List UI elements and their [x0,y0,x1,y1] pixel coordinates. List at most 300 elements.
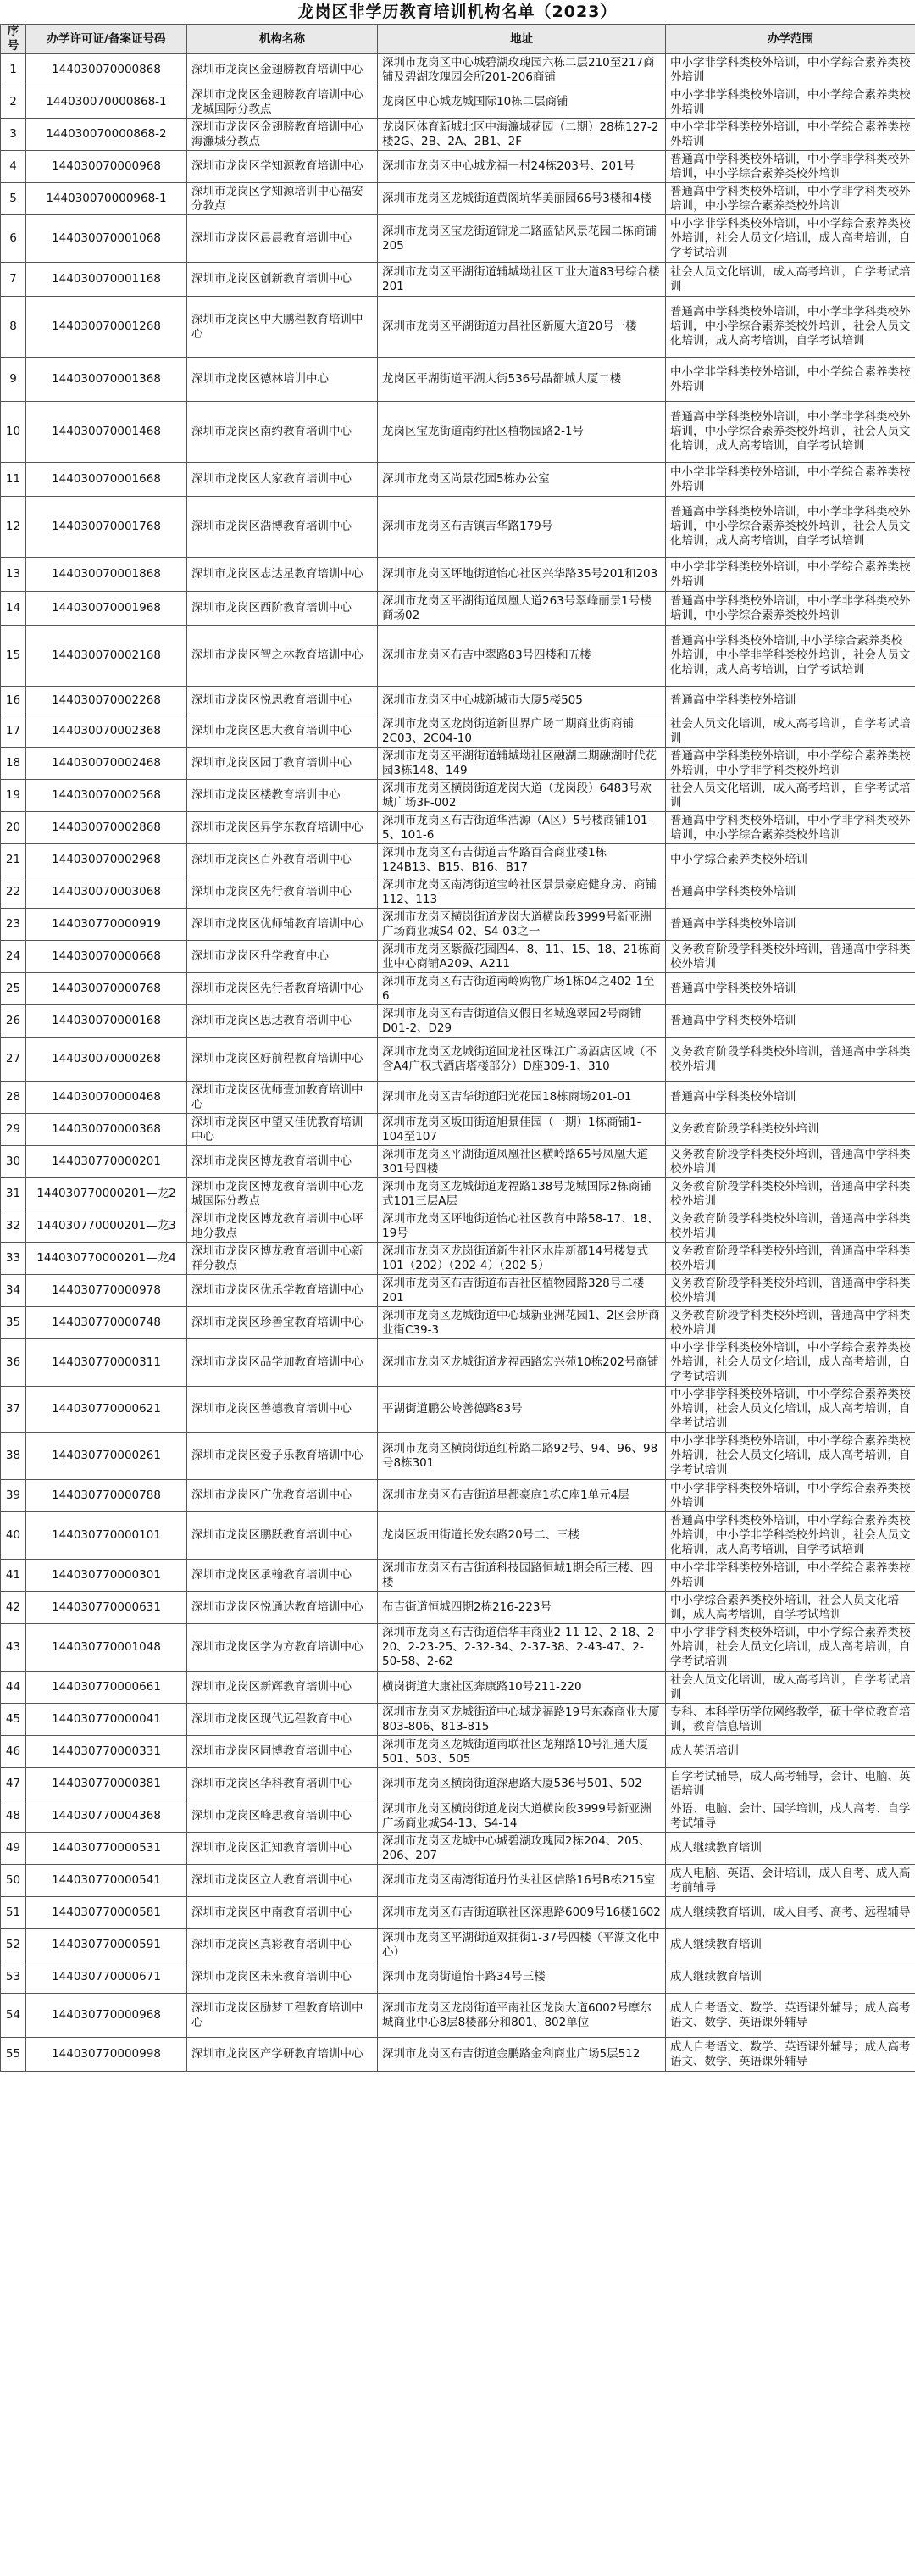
table-row [1,183,915,215]
cell-license: 144030070000268 [26,1038,187,1082]
cell-institution-name: 深圳市龙岗区思达教育培训中心 [187,1005,378,1038]
cell-license: 144030070001968 [26,592,187,626]
cell-institution-name: 深圳市龙岗区升学教育中心 [187,941,378,973]
cell-address: 平湖街道鹏公岭善德路83号 [378,1387,666,1433]
cell-license: 144030770000919 [26,909,187,941]
cell-institution-name: 深圳市龙岗区励梦工程教育培训中心 [187,1994,378,2038]
cell-index: 15 [1,626,26,687]
table-row [1,1146,915,1178]
cell-license: 144030070001268 [26,297,187,358]
cell-address: 深圳市龙岗区龙城街道龙福路138号龙城国际2栋商铺式101三层A层 [378,1178,666,1210]
cell-scope: 普通高中学科类校外培训，中小学非学科类校外培训，中小学综合素养类校外培训 [666,592,915,626]
cell-index: 45 [1,1704,26,1736]
cell-index: 46 [1,1736,26,1768]
cell-scope: 义务教育阶段学科类校外培训，普通高中学科类校外培训 [666,1038,915,1082]
cell-scope: 义务教育阶段学科类校外培训，普通高中学科类校外培训 [666,1243,915,1275]
cell-index: 21 [1,844,26,876]
table-row [1,1560,915,1592]
table-row [1,215,915,263]
cell-index: 44 [1,1672,26,1704]
cell-index: 27 [1,1038,26,1082]
cell-index: 48 [1,1800,26,1833]
cell-address: 深圳市龙岗区横岗街道龙岗大道横岗段3999号新亚洲广场商业城S4-02、S4-03之一 [378,909,666,941]
cell-scope: 普通高中学科类校外培训 [666,1082,915,1114]
cell-address: 龙岗区体育新城北区中海濂城花园（二期）28栋127-2楼2G、2B、2A、2B1、2F [378,119,666,151]
cell-address: 龙岗区中心城龙城国际10栋二层商铺 [378,86,666,119]
cell-index: 55 [1,2038,26,2072]
cell-scope: 社会人员文化培训，成人高考培训，自学考试培训 [666,1672,915,1704]
table-row [1,1704,915,1736]
cell-license: 144030770000621 [26,1387,187,1433]
cell-address: 深圳市龙岗区龙城街道龙福西路宏兴苑10栋202号商铺 [378,1339,666,1387]
cell-license: 144030070001868 [26,558,187,592]
cell-institution-name: 深圳市龙岗区南约教育培训中心 [187,402,378,463]
table-row [1,151,915,183]
cell-license: 144030770000541 [26,1865,187,1897]
cell-index: 7 [1,263,26,297]
cell-institution-name: 深圳市龙岗区金翅膀教育培训中心海濂城分教点 [187,119,378,151]
cell-address: 深圳市龙岗区平湖街道辅城坳社区融湖二期融湖时代花园3栋148、149 [378,748,666,780]
cell-scope: 普通高中学科类校外培训，中小学非学科类校外培训，中小学综合素养类校外培训，社会人员文化培训，成人高考培训，自学考试培训 [666,497,915,558]
cell-scope: 社会人员文化培训，成人高考培训，自学考试培训 [666,715,915,748]
cell-address: 深圳市龙岗区横岗街道龙岗大道（龙岗段）6483号欢城广场3F-002 [378,780,666,812]
cell-index: 53 [1,1961,26,1994]
cell-institution-name: 深圳市龙岗区思大教育培训中心 [187,715,378,748]
cell-institution-name: 深圳市龙岗区优乐学教育培训中心 [187,1275,378,1307]
cell-scope: 中小学非学科类校外培训，中小学综合素养类校外培训 [666,558,915,592]
table-row [1,1178,915,1210]
cell-address: 深圳市龙岗区坪地街道怡心社区兴华路35号201和203 [378,558,666,592]
cell-institution-name: 深圳市龙岗区同博教育培训中心 [187,1736,378,1768]
cell-institution-name: 深圳市龙岗区峰思教育培训中心 [187,1800,378,1833]
cell-index: 14 [1,592,26,626]
table-row [1,1833,915,1865]
table-body [1,54,915,2072]
cell-license: 144030070000968-1 [26,183,187,215]
cell-scope: 义务教育阶段学科类校外培训，普通高中学科类校外培训 [666,1275,915,1307]
cell-scope: 普通高中学科类校外培训 [666,973,915,1005]
cell-address: 深圳市龙岗区平湖街道凤凰大道263号翠峰丽景1号楼商场02 [378,592,666,626]
cell-institution-name: 深圳市龙岗区产学研教育培训中心 [187,2038,378,2072]
cell-address: 龙岗区平湖街道平湖大街536号晶都城大厦二楼 [378,358,666,402]
cell-index: 8 [1,297,26,358]
table-row [1,1387,915,1433]
cell-license: 144030770000978 [26,1275,187,1307]
cell-license: 144030770000331 [26,1736,187,1768]
table-row [1,592,915,626]
cell-license: 144030070003068 [26,876,187,909]
cell-institution-name: 深圳市龙岗区德林培训中心 [187,358,378,402]
table-row [1,626,915,687]
cell-license: 144030070000868 [26,54,187,86]
cell-address: 深圳市龙岗区布吉街道布吉社区植物园路328号二楼201 [378,1275,666,1307]
cell-license: 144030070002568 [26,780,187,812]
cell-license: 144030770000381 [26,1768,187,1800]
cell-license: 144030770000301 [26,1560,187,1592]
cell-scope: 普通高中学科类校外培训，中小学非学科类校外培训，中小学综合素养类校外培训 [666,151,915,183]
cell-license: 144030770000968 [26,1994,187,2038]
cell-license: 144030770000748 [26,1307,187,1339]
cell-license: 144030070000468 [26,1082,187,1114]
cell-index: 16 [1,687,26,715]
cell-license: 144030770000581 [26,1897,187,1929]
header-address: 地址 [378,25,666,54]
cell-address: 龙岗区宝龙街道南约社区植物园路2-1号 [378,402,666,463]
cell-institution-name: 深圳市龙岗区创新教育培训中心 [187,263,378,297]
table-row [1,812,915,844]
cell-index: 9 [1,358,26,402]
cell-address: 深圳市龙岗区龙城街道南联社区龙翔路10号汇通大厦501、503、505 [378,1736,666,1768]
cell-index: 40 [1,1512,26,1560]
cell-index: 6 [1,215,26,263]
cell-institution-name: 深圳市龙岗区博龙教育培训中心龙城国际分教点 [187,1178,378,1210]
cell-scope: 普通高中学科类校外培训 [666,687,915,715]
table-header-row [1,25,915,54]
cell-license: 144030070000968 [26,151,187,183]
cell-license: 144030070002168 [26,626,187,687]
cell-index: 23 [1,909,26,941]
cell-scope: 义务教育阶段学科类校外培训，普通高中学科类校外培训 [666,1178,915,1210]
cell-license: 144030070002468 [26,748,187,780]
cell-institution-name: 深圳市龙岗区鹏跃教育培训中心 [187,1512,378,1560]
cell-address: 深圳市龙岗区布吉街道科技园路恒城1期会所三楼、四楼 [378,1560,666,1592]
table-row [1,748,915,780]
cell-address: 深圳市龙岗区布吉街道信义假日名城逸翠园2号商铺D01-2、D29 [378,1005,666,1038]
cell-scope: 成人电脑、英语、会计培训，成人自考、成人高考前辅导 [666,1865,915,1897]
cell-address: 深圳市龙岗区尚景花园5栋办公室 [378,463,666,497]
cell-license: 144030070000868-2 [26,119,187,151]
cell-index: 3 [1,119,26,151]
cell-index: 33 [1,1243,26,1275]
cell-scope: 中小学非学科类校外培训，中小学综合素养类校外培训，社会人员文化培训，成人高考培训，自学考试培训 [666,1387,915,1433]
cell-scope: 中小学非学科类校外培训，中小学综合素养类校外培训，社会人员文化培训，成人高考培训，自学考试培训 [666,1339,915,1387]
cell-institution-name: 深圳市龙岗区承翰教育培训中心 [187,1560,378,1592]
table-row [1,1736,915,1768]
table-row [1,1672,915,1704]
cell-license: 144030770000661 [26,1672,187,1704]
cell-index: 41 [1,1560,26,1592]
table-row [1,715,915,748]
cell-address: 深圳市龙岗区南湾街道宝岭社区景景豪庭健身房、商铺112、113 [378,876,666,909]
cell-scope: 成人继续教育培训 [666,1929,915,1961]
cell-index: 30 [1,1146,26,1178]
cell-scope: 中小学非学科类校外培训，中小学综合素养类校外培训 [666,54,915,86]
cell-address: 深圳市龙岗区横岗街道深惠路大厦536号501、502 [378,1768,666,1800]
cell-license: 144030070001468 [26,402,187,463]
cell-license: 144030070000768 [26,973,187,1005]
cell-institution-name: 深圳市龙岗区园丁教育培训中心 [187,748,378,780]
cell-index: 31 [1,1178,26,1210]
cell-institution-name: 深圳市龙岗区百外教育培训中心 [187,844,378,876]
cell-scope: 普通高中学科类校外培训，中小学非学科类校外培训，中小学综合素养类校外培训 [666,812,915,844]
cell-license: 144030770000041 [26,1704,187,1736]
cell-institution-name: 深圳市龙岗区珍善宝教育培训中心 [187,1307,378,1339]
cell-scope: 普通高中学科类校外培训 [666,909,915,941]
cell-institution-name: 深圳市龙岗区优师壹加教育培训中心 [187,1082,378,1114]
table-row [1,119,915,151]
cell-scope: 社会人员文化培训，成人高考培训，自学考试培训 [666,263,915,297]
cell-institution-name: 深圳市龙岗区智之林教育培训中心 [187,626,378,687]
cell-scope: 中小学非学科类校外培训，中小学综合素养类校外培训 [666,119,915,151]
cell-scope: 普通高中学科类校外培训，中小学综合素养类校外培训，中小学非学科类校外培训 [666,748,915,780]
cell-address: 横岗街道大康社区奔康路10号211-220 [378,1672,666,1704]
cell-index: 54 [1,1994,26,2038]
table-row [1,1480,915,1512]
cell-address: 深圳市龙岗区中心城龙福一村24栋203号、201号 [378,151,666,183]
cell-institution-name: 深圳市龙岗区爱子乐教育培训中心 [187,1433,378,1480]
table-row [1,54,915,86]
table-row [1,402,915,463]
cell-address: 深圳市龙岗区坂田街道旭景佳园（一期）1栋商铺1-104至107 [378,1114,666,1146]
cell-address: 深圳市龙岗区中心城新城市大厦5楼505 [378,687,666,715]
cell-institution-name: 深圳市龙岗区现代远程教育中心 [187,1704,378,1736]
table-row [1,297,915,358]
cell-institution-name: 深圳市龙岗区金翅膀教育培训中心龙城国际分教点 [187,86,378,119]
cell-scope: 外语、电脑、会计、国学培训，成人高考、自学考试辅导 [666,1800,915,1833]
cell-index: 20 [1,812,26,844]
cell-institution-name: 深圳市龙岗区悦思教育培训中心 [187,687,378,715]
cell-index: 37 [1,1387,26,1433]
cell-scope: 自学考试辅导，成人高考辅导，会计、电脑、英语培训 [666,1768,915,1800]
table-row [1,263,915,297]
cell-index: 1 [1,54,26,86]
cell-index: 5 [1,183,26,215]
cell-institution-name: 深圳市龙岗区学为方教育培训中心 [187,1624,378,1672]
cell-address: 深圳市龙岗区坪地街道怡心社区教育中路58-17、18、19号 [378,1210,666,1243]
table-row [1,941,915,973]
cell-institution-name: 深圳市龙岗区好前程教育培训中心 [187,1038,378,1082]
cell-license: 144030070000368 [26,1114,187,1146]
cell-scope: 普通高中学科类校外培训，中小学综合素养类校外培训，中小学非学科类校外培训，社会人员文化培训，成人高考培训，自学考试培训 [666,1512,915,1560]
table-row [1,1961,915,1994]
cell-institution-name: 深圳市龙岗区善德教育培训中心 [187,1387,378,1433]
cell-index: 13 [1,558,26,592]
cell-scope: 普通高中学科类校外培训 [666,876,915,909]
cell-address: 深圳市龙岗区布吉街道金鹏路金利商业广场5层512 [378,2038,666,2072]
cell-scope: 中小学非学科类校外培训，中小学综合素养类校外培训 [666,1480,915,1512]
cell-license: 144030770000201—龙3 [26,1210,187,1243]
table-row [1,973,915,1005]
cell-index: 29 [1,1114,26,1146]
cell-scope: 成人继续教育培训 [666,1961,915,1994]
cell-license: 144030070001168 [26,263,187,297]
cell-scope: 普通高中学科类校外培训 [666,1005,915,1038]
cell-scope: 普通高中学科类校外培训，中小学非学科类校外培训，中小学综合素养类校外培训，社会人员文化培训，成人高考培训，自学考试培训 [666,402,915,463]
cell-license: 144030770000631 [26,1592,187,1624]
cell-address: 深圳市龙岗区龙城街道中心城新亚洲花园1、2区会所商业街C39-3 [378,1307,666,1339]
table-row [1,1800,915,1833]
cell-license: 144030070002868 [26,812,187,844]
table-row [1,1433,915,1480]
cell-institution-name: 深圳市龙岗区中望又佳优教育培训中心 [187,1114,378,1146]
cell-address: 布吉街道恒城四期2栋216-223号 [378,1592,666,1624]
page-title: 龙岗区非学历教育培训机构名单（2023） [297,3,618,21]
cell-license: 144030070001368 [26,358,187,402]
cell-index: 47 [1,1768,26,1800]
cell-institution-name: 深圳市龙岗区中大鹏程教育培训中心 [187,297,378,358]
cell-address: 深圳市龙岗区平湖街道凤凰社区横岭路65号凤凰大道301号四楼 [378,1146,666,1178]
table-row [1,909,915,941]
cell-index: 32 [1,1210,26,1243]
cell-index: 10 [1,402,26,463]
cell-address: 龙岗区坂田街道长发东路20号二、三楼 [378,1512,666,1560]
cell-index: 25 [1,973,26,1005]
table-row [1,1114,915,1146]
table-row [1,86,915,119]
header-scope: 办学范围 [666,25,915,54]
cell-license: 144030070001668 [26,463,187,497]
cell-license: 144030770000788 [26,1480,187,1512]
cell-scope: 中小学综合素养类校外培训 [666,844,915,876]
table-row [1,2038,915,2072]
cell-institution-name: 深圳市龙岗区学知源培训中心福安分教点 [187,183,378,215]
cell-address: 深圳市龙岗区布吉街道联社区深惠路6009号16楼1602 [378,1897,666,1929]
cell-address: 深圳市龙岗区吉华街道阳光花园18栋商场201-01 [378,1082,666,1114]
cell-institution-name: 深圳市龙岗区博龙教育培训中心坪地分教点 [187,1210,378,1243]
cell-address: 深圳市龙岗区布吉街道南岭购物广场1栋04之402-1至6 [378,973,666,1005]
cell-institution-name: 深圳市龙岗区中南教育培训中心 [187,1897,378,1929]
cell-institution-name: 深圳市龙岗区先行者教育培训中心 [187,973,378,1005]
cell-institution-name: 深圳市龙岗区西阶教育培训中心 [187,592,378,626]
cell-index: 50 [1,1865,26,1897]
cell-index: 2 [1,86,26,119]
cell-address: 深圳市龙岗区龙岗街道平南社区龙岗大道6002号摩尔城商业中心8层8楼部分和801、802单位 [378,1994,666,2038]
cell-scope: 普通高中学科类校外培训，中小学非学科类校外培训，中小学综合素养类校外培训 [666,183,915,215]
cell-institution-name: 深圳市龙岗区金翅膀教育培训中心 [187,54,378,86]
cell-scope: 义务教育阶段学科类校外培训，普通高中学科类校外培训 [666,941,915,973]
cell-license: 144030770000201—龙2 [26,1178,187,1210]
table-row [1,1275,915,1307]
cell-institution-name: 深圳市龙岗区晨晨教育培训中心 [187,215,378,263]
cell-license: 144030770000591 [26,1929,187,1961]
table-row [1,558,915,592]
header-name: 机构名称 [187,25,378,54]
cell-scope: 中小学非学科类校外培训，中小学综合素养类校外培训，社会人员文化培训，成人高考培训，自学考试培训 [666,215,915,263]
cell-license: 144030070002268 [26,687,187,715]
table-row [1,497,915,558]
cell-institution-name: 深圳市龙岗区悦通达教育培训中心 [187,1592,378,1624]
cell-license: 144030770000101 [26,1512,187,1560]
cell-index: 28 [1,1082,26,1114]
cell-scope: 义务教育阶段学科类校外培训，普通高中学科类校外培训 [666,1146,915,1178]
cell-address: 深圳市龙岗区平湖街道力昌社区新厦大道20号一楼 [378,297,666,358]
cell-scope: 成人继续教育培训，成人自考、高考、远程辅导 [666,1897,915,1929]
cell-institution-name: 深圳市龙岗区志达星教育培训中心 [187,558,378,592]
table-row [1,1512,915,1560]
cell-index: 43 [1,1624,26,1672]
cell-institution-name: 深圳市龙岗区学知源教育培训中心 [187,151,378,183]
header-index: 序号 [1,25,26,54]
institution-table [0,24,915,2072]
cell-institution-name: 深圳市龙岗区大家教育培训中心 [187,463,378,497]
cell-index: 34 [1,1275,26,1307]
cell-scope: 中小学非学科类校外培训，中小学综合素养类校外培训 [666,1560,915,1592]
cell-address: 深圳市龙岗区紫薇花园四4、8、11、15、18、21栋商业中心商铺A209、A211 [378,941,666,973]
cell-index: 19 [1,780,26,812]
table-row [1,1005,915,1038]
table-row [1,358,915,402]
cell-address: 深圳市龙岗区龙城街道中心城龙福路19号东森商业大厦803-806、813-815 [378,1704,666,1736]
table-row [1,1243,915,1275]
cell-license: 144030770004368 [26,1800,187,1833]
cell-institution-name: 深圳市龙岗区华科教育培训中心 [187,1768,378,1800]
cell-address: 深圳市龙岗区中心城碧湖玫瑰园六栋二层210至217商铺及碧湖玫瑰园会所201-206商铺 [378,54,666,86]
table-row [1,687,915,715]
cell-scope: 中小学非学科类校外培训，中小学综合素养类校外培训，社会人员文化培训，成人高考培训，自学考试培训 [666,1624,915,1672]
table-row [1,1307,915,1339]
cell-license: 144030770000261 [26,1433,187,1480]
table-row [1,780,915,812]
cell-scope: 成人英语培训 [666,1736,915,1768]
cell-address: 深圳市龙岗区布吉街道吉华路百合商业楼1栋124B13、B15、B16、B17 [378,844,666,876]
cell-scope: 中小学非学科类校外培训，中小学综合素养类校外培训 [666,358,915,402]
cell-institution-name: 深圳市龙岗区未来教育培训中心 [187,1961,378,1994]
cell-license: 144030770000671 [26,1961,187,1994]
cell-address: 深圳市龙岗区龙岗街道新世界广场二期商业街商铺2C03、2C04-10 [378,715,666,748]
cell-address: 深圳市龙岗区布吉中翠路83号四楼和五楼 [378,626,666,687]
cell-address: 深圳市龙岗区龙岗街道新生社区水岸新都14号楼复式101（202）（202-4）（202-5） [378,1243,666,1275]
cell-license: 144030770000311 [26,1339,187,1387]
cell-scope: 中小学非学科类校外培训，中小学综合素养类校外培训，社会人员文化培训，成人高考培训，自学考试培训 [666,1433,915,1480]
cell-index: 49 [1,1833,26,1865]
cell-address: 深圳市龙岗区平湖街道辅城坳社区工业大道83号综合楼201 [378,263,666,297]
cell-address: 深圳市龙岗区布吉街道星都豪庭1栋C座1单元4层 [378,1480,666,1512]
cell-license: 144030770000531 [26,1833,187,1865]
cell-scope: 专科、本科学历学位网络教学，硕士学位教育培训，教育信息培训 [666,1704,915,1736]
cell-institution-name: 深圳市龙岗区新辉教育培训中心 [187,1672,378,1704]
cell-scope: 中小学综合素养类校外培训，社会人员文化培训，成人高考培训，自学考试培训 [666,1592,915,1624]
cell-address: 深圳市龙岗区龙城街道黄阁坑华美丽园66号3楼和4楼 [378,183,666,215]
cell-address: 深圳市龙岗区布吉街道信华丰商业2-11-12、2-18、2-20、2-23-25、2-32-34、2-37-38、2-43-47、2-50-58、2-62 [378,1624,666,1672]
cell-scope: 成人自考语文、数学、英语课外辅导；成人高考语文、数学、英语课外辅导 [666,1994,915,2038]
cell-address: 深圳市龙岗区布吉镇吉华路179号 [378,497,666,558]
cell-scope: 义务教育阶段学科类校外培训，普通高中学科类校外培训 [666,1307,915,1339]
cell-address: 深圳市龙岗区龙城街道回龙社区珠江广场酒店区域（不含A4广权式酒店塔楼部分）D座309-1、310 [378,1038,666,1082]
cell-address: 深圳市龙岗街道怡丰路34号三楼 [378,1961,666,1994]
cell-institution-name: 深圳市龙岗区品学加教育培训中心 [187,1339,378,1387]
cell-index: 11 [1,463,26,497]
cell-address: 深圳市龙岗区横岗街道龙岗大道横岗段3999号新亚洲广场商业城S4-13、S4-14 [378,1800,666,1833]
cell-index: 17 [1,715,26,748]
table-row [1,1038,915,1082]
table-row [1,876,915,909]
cell-license: 144030770000998 [26,2038,187,2072]
cell-index: 42 [1,1592,26,1624]
cell-license: 144030770001048 [26,1624,187,1672]
table-row [1,1897,915,1929]
cell-institution-name: 深圳市龙岗区真彩教育培训中心 [187,1929,378,1961]
table-row [1,1210,915,1243]
table-row [1,1865,915,1897]
table-row [1,1082,915,1114]
table-row [1,1592,915,1624]
table-row [1,1339,915,1387]
cell-institution-name: 深圳市龙岗区优师辅教育培训中心 [187,909,378,941]
table-row [1,463,915,497]
cell-scope: 社会人员文化培训，成人高考培训，自学考试培训 [666,780,915,812]
cell-index: 51 [1,1897,26,1929]
cell-license: 144030070000168 [26,1005,187,1038]
cell-institution-name: 深圳市龙岗区昇学东教育培训中心 [187,812,378,844]
cell-index: 39 [1,1480,26,1512]
cell-scope: 中小学非学科类校外培训，中小学综合素养类校外培训 [666,86,915,119]
cell-address: 深圳市龙岗区南湾街道丹竹头社区信路16号B栋215室 [378,1865,666,1897]
cell-institution-name: 深圳市龙岗区先行教育培训中心 [187,876,378,909]
cell-institution-name: 深圳市龙岗区汇知教育培训中心 [187,1833,378,1865]
cell-license: 144030070001068 [26,215,187,263]
cell-index: 18 [1,748,26,780]
cell-license: 144030070002968 [26,844,187,876]
